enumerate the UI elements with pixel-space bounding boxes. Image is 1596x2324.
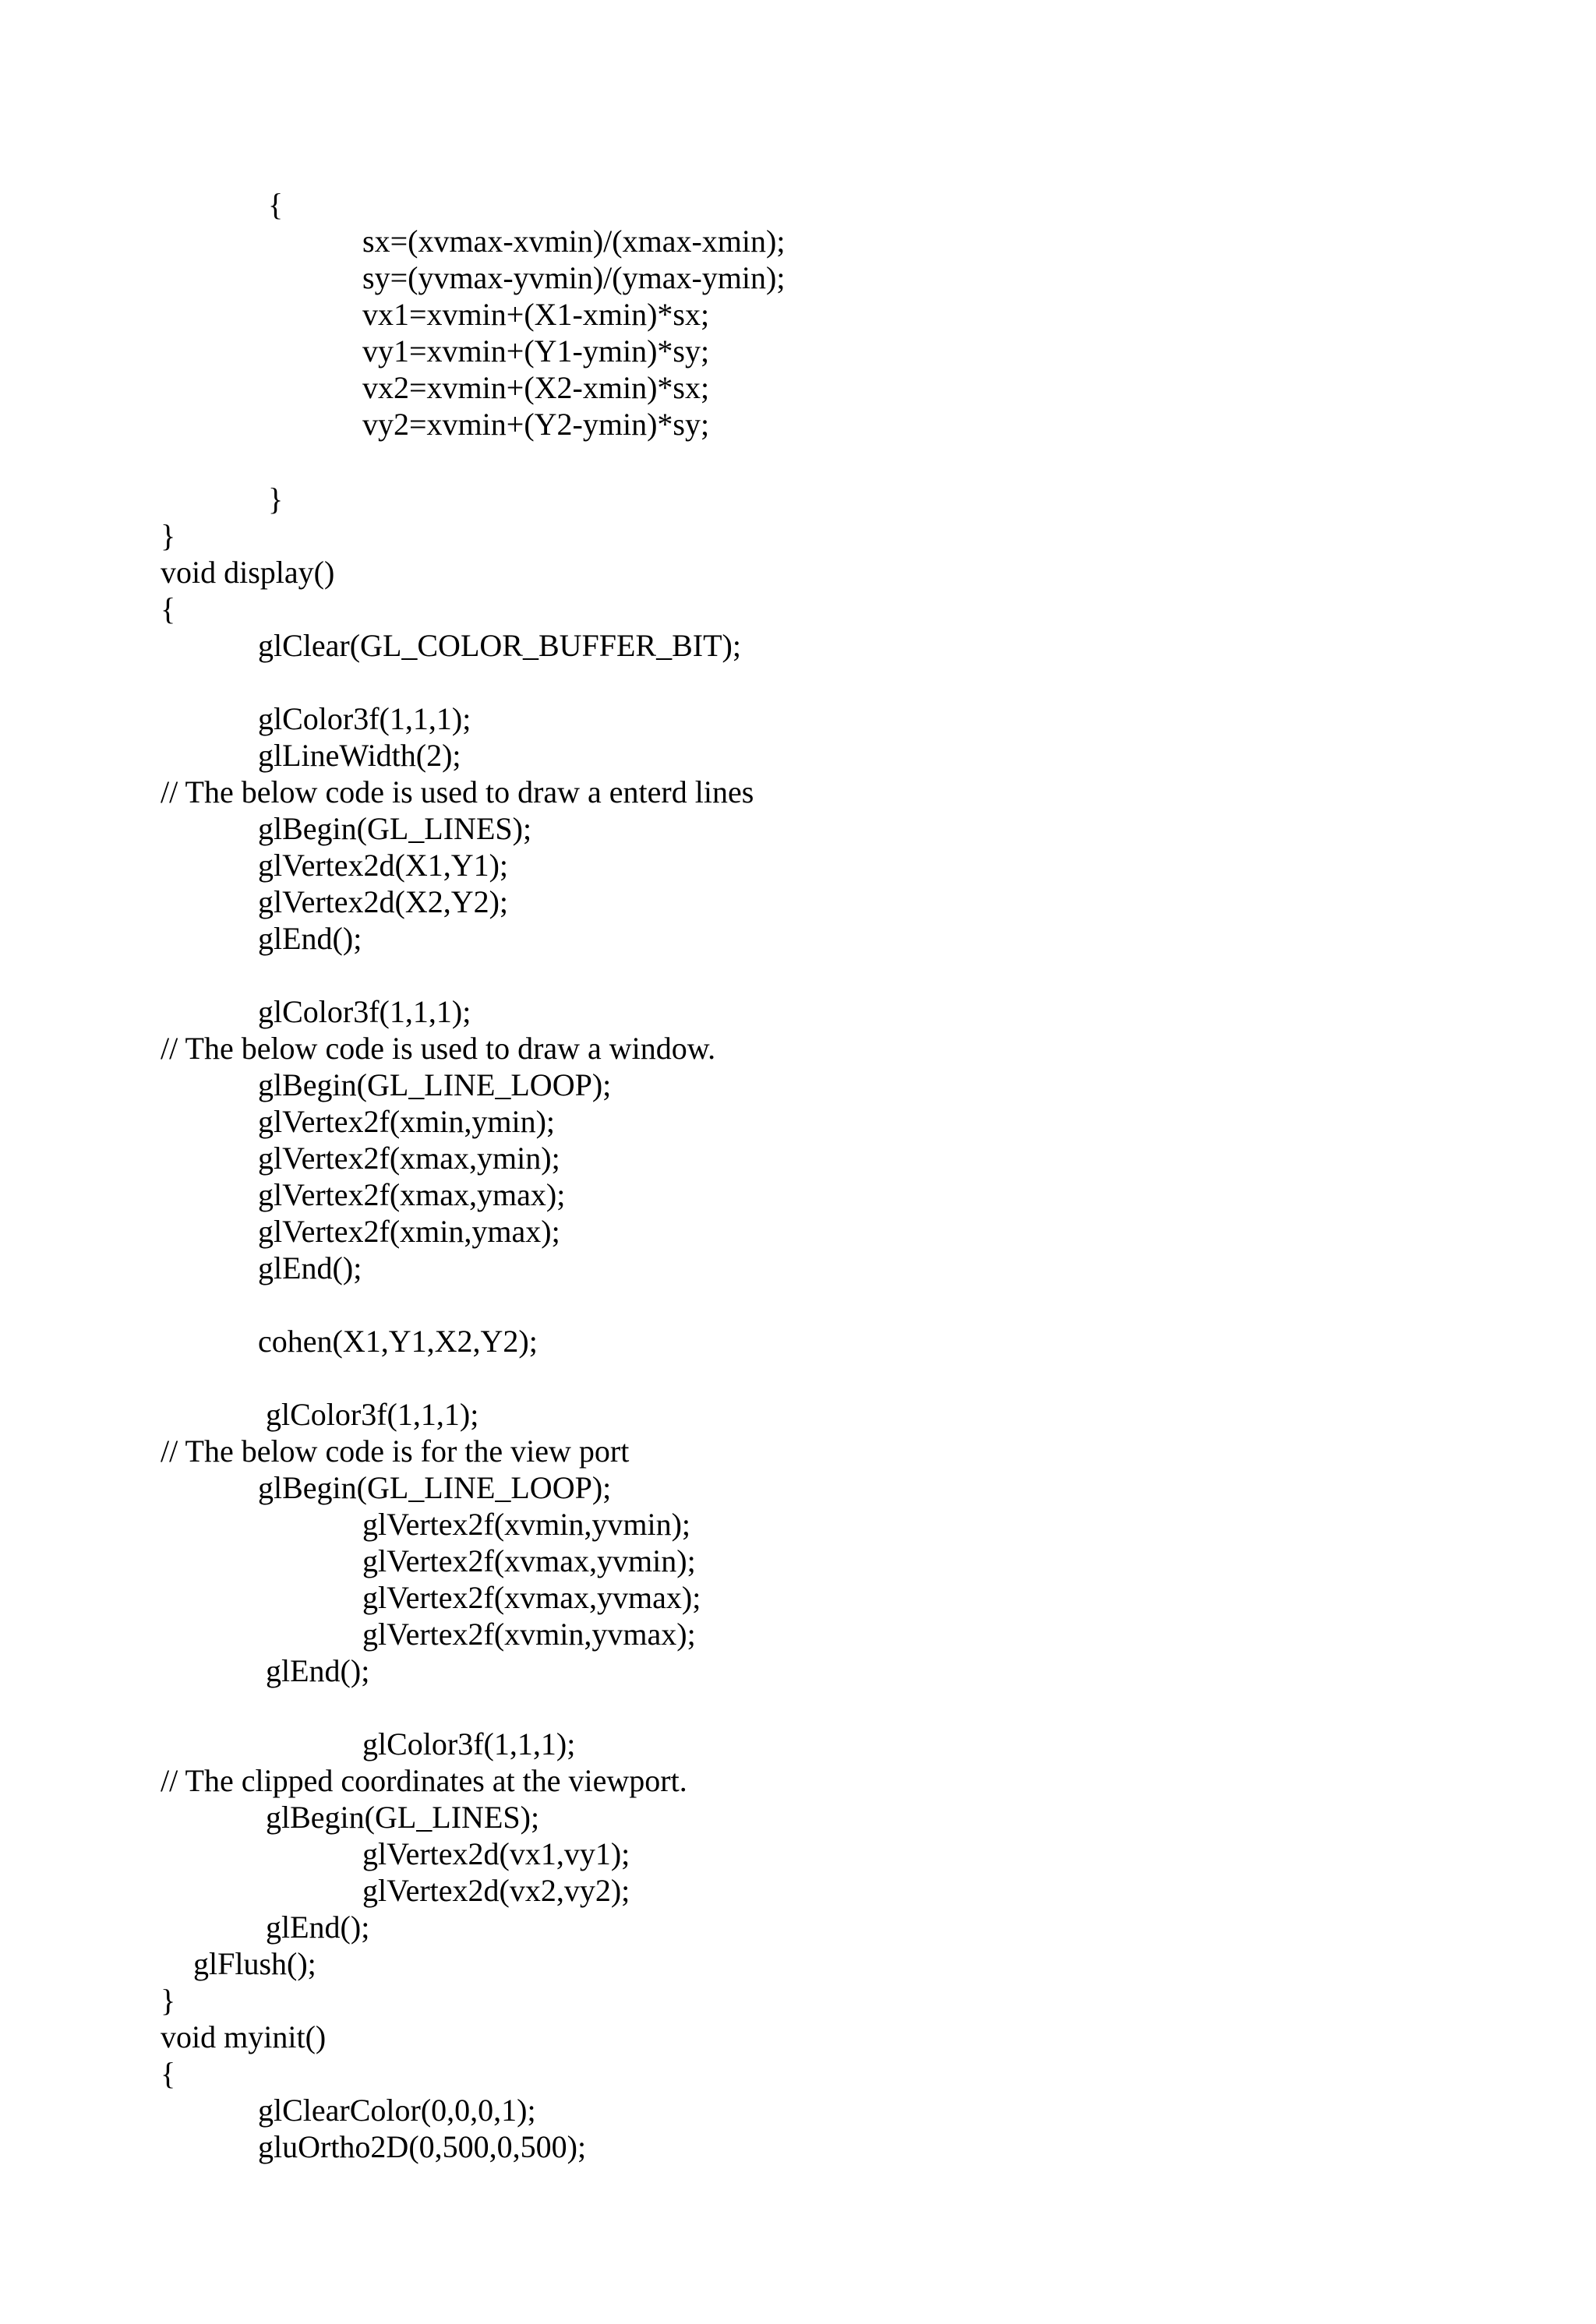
code-line: glBegin(GL_LINES); bbox=[266, 1800, 540, 1835]
code-line: glEnd(); bbox=[258, 921, 362, 956]
code-line: glEnd(); bbox=[266, 1653, 370, 1688]
code-line: glBegin(GL_LINE_LOOP); bbox=[258, 1470, 612, 1505]
code-line: } bbox=[268, 481, 284, 517]
code-line: glVertex2d(vx2,vy2); bbox=[362, 1873, 630, 1908]
code-comment: // The below code is used to draw a window. bbox=[161, 1031, 716, 1066]
code-line: void myinit() bbox=[161, 2019, 327, 2054]
code-line: glVertex2f(xvmax,yvmax); bbox=[362, 1580, 701, 1615]
code-line: glVertex2f(xmin,ymin); bbox=[258, 1104, 556, 1139]
code-line: glBegin(GL_LINE_LOOP); bbox=[258, 1067, 612, 1102]
code-comment: // The below code is for the view port bbox=[161, 1434, 630, 1469]
code-line: vy1=xvmin+(Y1-ymin)*sy; bbox=[362, 333, 710, 369]
code-line: glColor3f(1,1,1); bbox=[258, 701, 471, 736]
code-line: gluOrtho2D(0,500,0,500); bbox=[258, 2129, 587, 2164]
code-line: glVertex2f(xmax,ymax); bbox=[258, 1177, 566, 1212]
code-line: vx2=xvmin+(X2-xmin)*sx; bbox=[362, 370, 710, 405]
code-line: void display() bbox=[161, 555, 335, 590]
code-line: } bbox=[161, 518, 176, 553]
code-line: glColor3f(1,1,1); bbox=[362, 1726, 576, 1762]
code-line: glClear(GL_COLOR_BUFFER_BIT); bbox=[258, 628, 741, 663]
code-line: glColor3f(1,1,1); bbox=[258, 994, 471, 1029]
code-line: { bbox=[161, 591, 176, 626]
code-line: glEnd(); bbox=[266, 1910, 370, 1945]
code-line: { bbox=[268, 187, 284, 222]
code-line: cohen(X1,Y1,X2,Y2); bbox=[258, 1324, 538, 1359]
code-line: glVertex2f(xvmin,yvmin); bbox=[362, 1507, 691, 1542]
code-line: glVertex2d(vx1,vy1); bbox=[362, 1836, 630, 1871]
code-line: glVertex2d(X2,Y2); bbox=[258, 884, 509, 919]
code-line: vy2=xvmin+(Y2-ymin)*sy; bbox=[362, 407, 710, 442]
code-line: glColor3f(1,1,1); bbox=[266, 1397, 479, 1432]
code-line: glFlush(); bbox=[193, 1946, 316, 1981]
code-line: glVertex2f(xvmax,yvmin); bbox=[362, 1543, 696, 1578]
code-comment: // The clipped coordinates at the viewport. bbox=[161, 1763, 687, 1798]
code-line: } bbox=[161, 1983, 176, 2018]
code-line: glLineWidth(2); bbox=[258, 738, 461, 773]
code-line: sy=(yvmax-yvmin)/(ymax-ymin); bbox=[362, 260, 786, 295]
code-line: vx1=xvmin+(X1-xmin)*sx; bbox=[362, 297, 710, 332]
code-line: glBegin(GL_LINES); bbox=[258, 811, 532, 846]
code-line: glVertex2f(xvmin,yvmax); bbox=[362, 1617, 696, 1652]
code-line: glVertex2f(xmax,ymin); bbox=[258, 1141, 560, 1176]
code-line: glVertex2f(xmin,ymax); bbox=[258, 1214, 560, 1249]
code-line: glEnd(); bbox=[258, 1250, 362, 1285]
code-comment: // The below code is used to draw a enterd lines bbox=[161, 774, 754, 809]
code-line: glVertex2d(X1,Y1); bbox=[258, 848, 509, 883]
code-line: sx=(xvmax-xvmin)/(xmax-xmin); bbox=[362, 224, 786, 259]
code-line: { bbox=[161, 2056, 176, 2091]
code-line: glClearColor(0,0,0,1); bbox=[258, 2093, 536, 2128]
